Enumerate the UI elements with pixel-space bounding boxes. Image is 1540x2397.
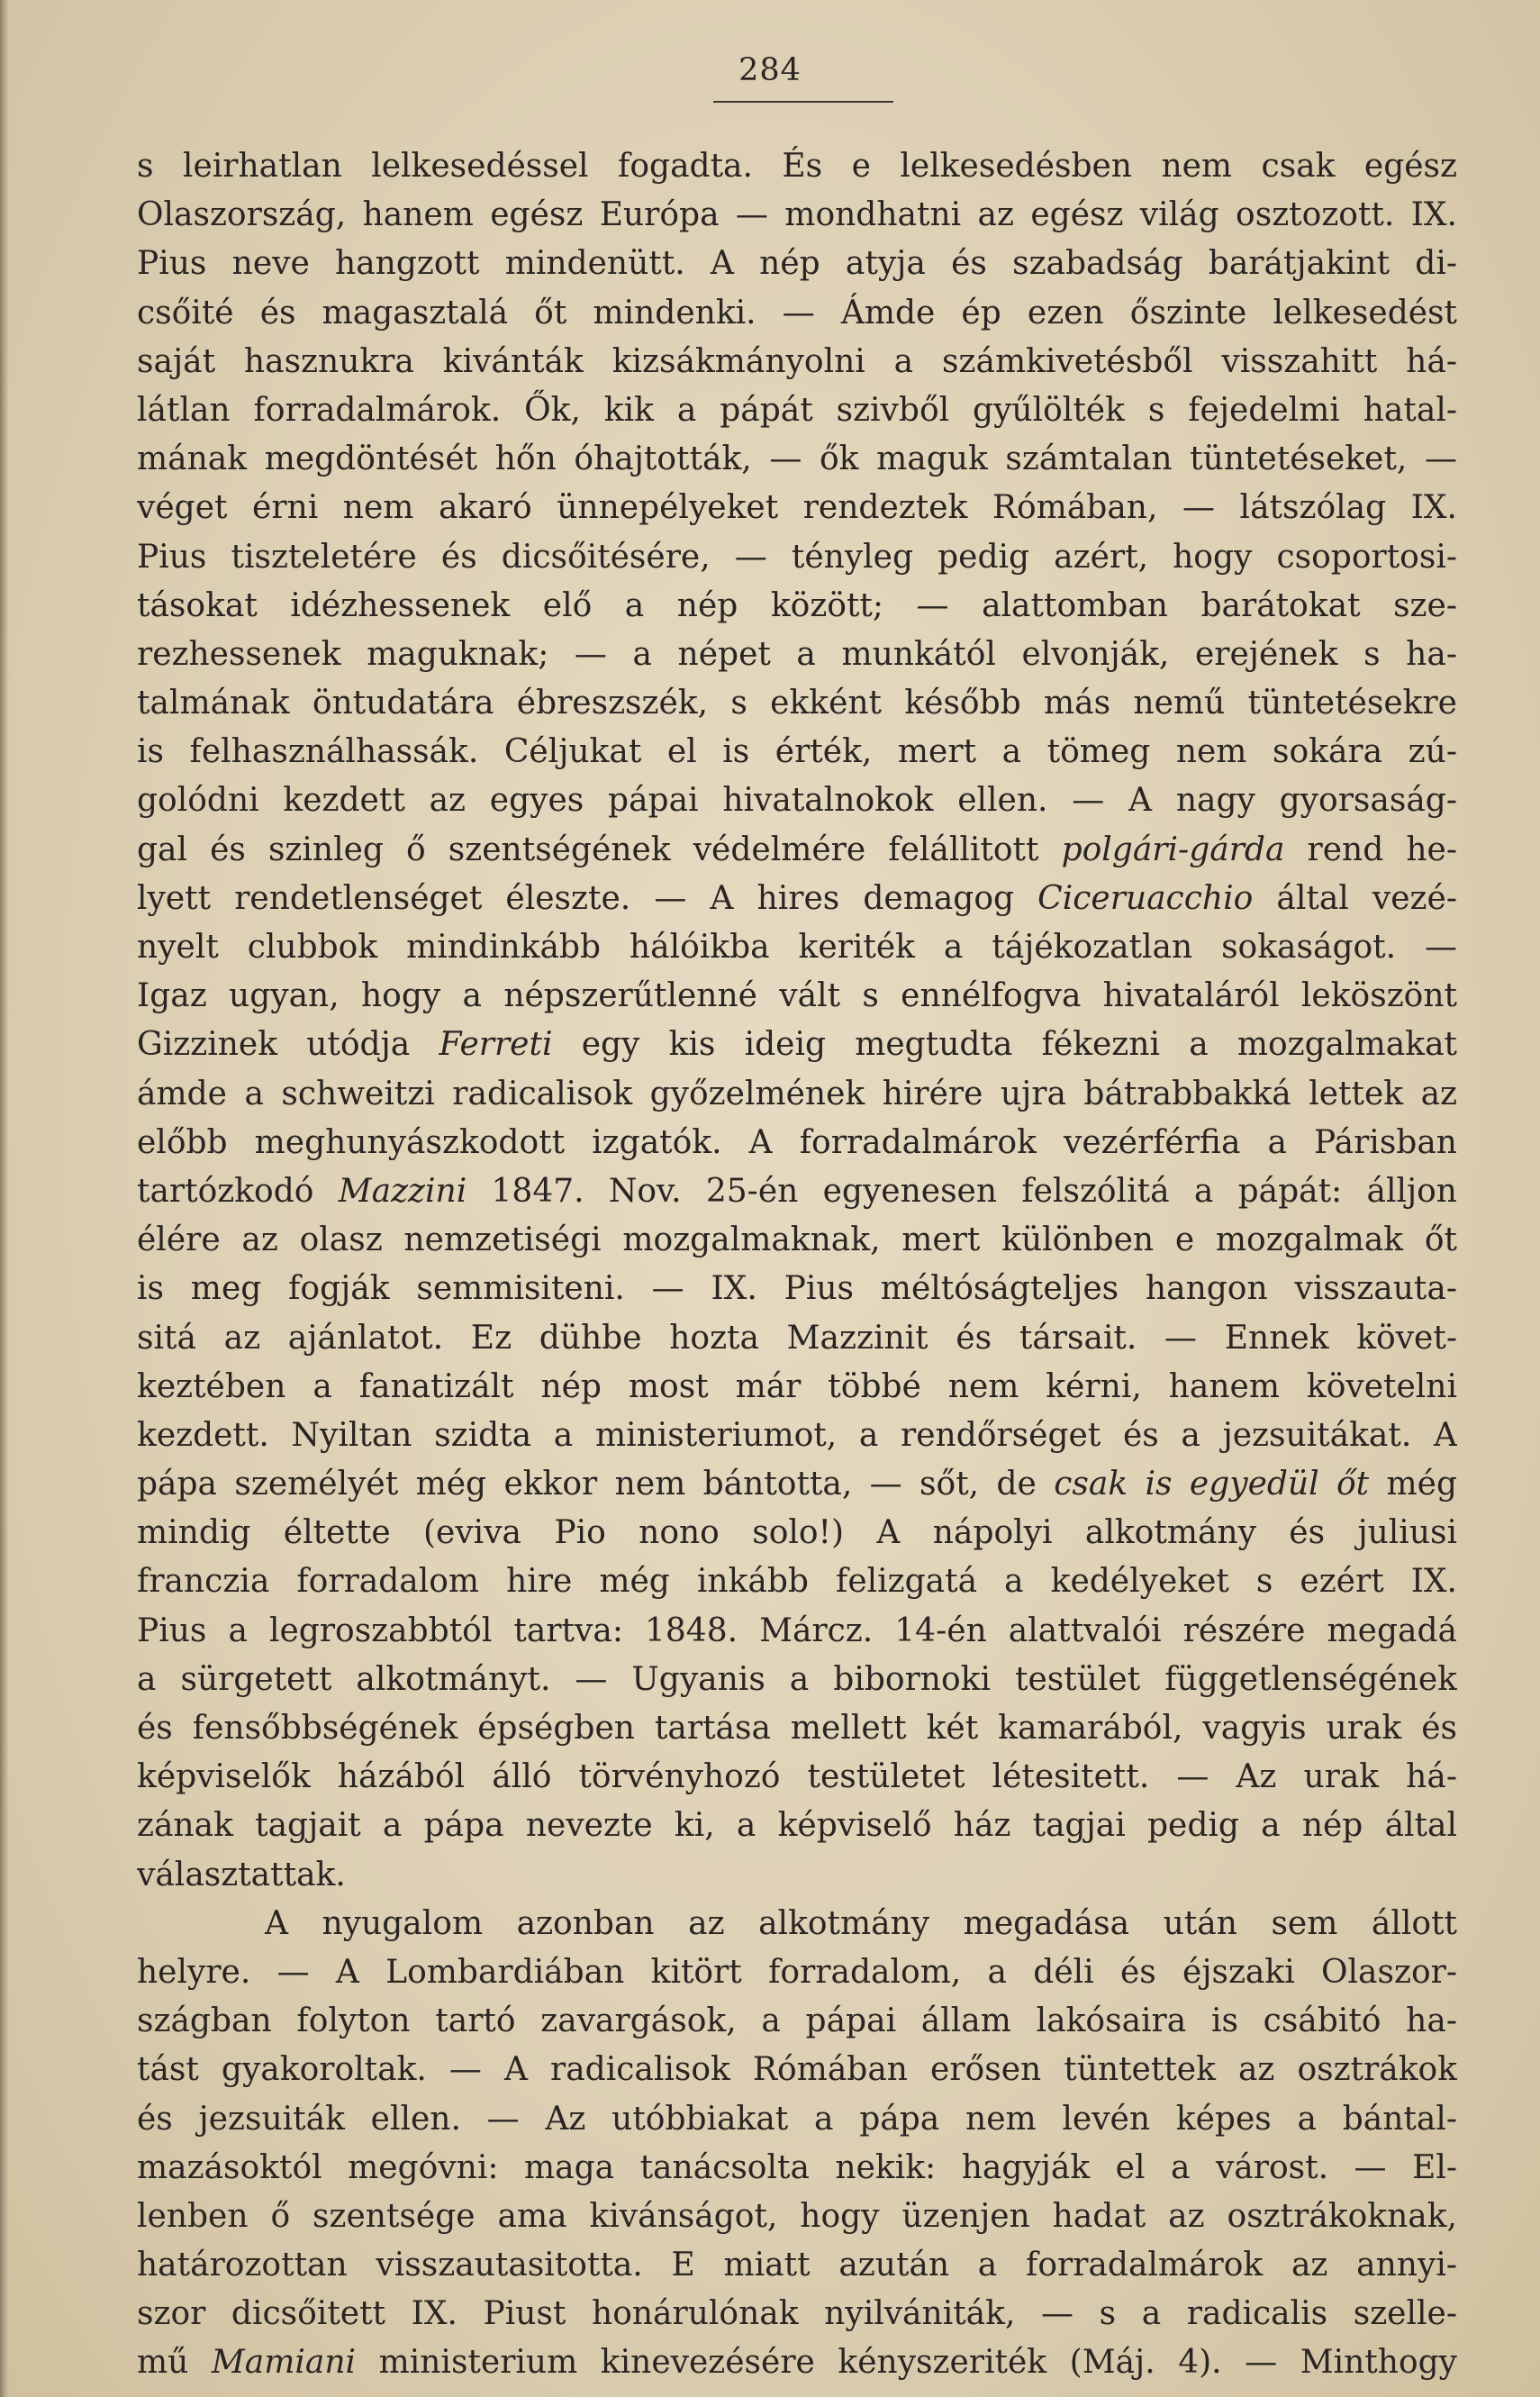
body-text	[137, 142, 1457, 2388]
text-segment: csőité és magasztalá őt mindenki. — Ámde ép ezen őszinte lelkesedést	[137, 294, 1457, 331]
text-line	[137, 1070, 1457, 1119]
text-line	[137, 484, 1457, 532]
text-line	[137, 240, 1457, 288]
text-segment: tásokat idézhessenek elő a nép között; — alattomban barátokat sze-	[137, 586, 1457, 624]
text-line	[137, 1412, 1457, 1460]
text-segment: előbb meghunyászkodott izgatók. A forradalmárok vezérférfia a Párisban	[137, 1123, 1457, 1161]
text-segment: ministerium kinevezésére kényszeriték (Máj. 4). — Minthogy	[356, 2344, 1457, 2382]
text-line	[137, 631, 1457, 679]
text-segment: élére az olasz nemzetiségi mozgalmaknak, mert különben e mozgalmak őt	[137, 1221, 1457, 1259]
text-line	[137, 338, 1457, 386]
text-line	[137, 728, 1457, 776]
text-segment: s leirhatlan lelkesedéssel fogadta. És e lelkesedésben nem csak egész	[137, 148, 1457, 185]
text-segment: mának megdöntését hőn óhajtották, — ők maguk számtalan tüntetéseket, —	[137, 440, 1457, 478]
text-segment: ámde a schweitzi radicalisok győzelmének hirére ujra bátrabbakká lettek az	[137, 1075, 1457, 1112]
text-segment: a sürgetett alkotmányt. — Ugyanis a bibornoki testület függetlenségének	[137, 1660, 1457, 1698]
italic-text: csak is egyedül őt	[1054, 1466, 1370, 1503]
text-line	[137, 1363, 1457, 1412]
text-segment: A nyugalom azonban az alkotmány megadása után sem állott	[265, 1904, 1457, 1942]
text-segment: lenben ő szentsége ama kivánságot, hogy üzenjen hadat az osztrákoknak,	[137, 2197, 1457, 2235]
italic-text: polgári-gárda	[1061, 831, 1285, 868]
text-line	[137, 1997, 1457, 2046]
text-line	[137, 1607, 1457, 1656]
text-segment: választattak.	[137, 1856, 346, 1893]
text-line	[137, 2144, 1457, 2193]
text-segment: által vezé-	[1253, 879, 1457, 917]
text-segment: véget érni nem akaró ünnepélyeket rendeztek Rómában, — látszólag IX.	[137, 489, 1457, 527]
text-segment: golódni kezdett az egyes pápai hivatalnokok ellen. — A nagy gyorsaság-	[137, 782, 1457, 820]
text-segment: Pius tiszteletére és dicsőitésére, — tényleg pedig azért, hogy csoportosi-	[137, 538, 1457, 576]
page-edge-shadow	[0, 0, 9, 2397]
page-number: 284	[738, 52, 802, 88]
text-segment: mindig éltette (eviva Pio nono solo!) A nápolyi alkotmány és juliusi	[137, 1514, 1457, 1552]
text-line	[137, 1900, 1457, 1948]
text-segment: franczia forradalom hire még inkább felizgatá a kedélyeket s ezért IX.	[137, 1563, 1457, 1601]
text-segment: saját hasznukra kivánták kizsákmányolni a számkivetésből visszahitt há-	[137, 342, 1457, 380]
text-line	[137, 191, 1457, 240]
text-line	[137, 1704, 1457, 1753]
text-segment: sitá az ajánlatot. Ez dühbe hozta Mazzinit és társait. — Ennek követ-	[137, 1319, 1457, 1357]
text-segment: szor dicsőitett IX. Piust honárulónak nyilvániták, — s a radicalis szelle-	[137, 2295, 1457, 2333]
text-line	[137, 776, 1457, 825]
text-segment: talmának öntudatára ébreszszék, s ekként később más nemű tüntetésekre	[137, 685, 1457, 722]
text-segment: is felhasználhassák. Céljukat el is érték, mert a tömeg nem sokára zú-	[137, 733, 1457, 771]
text-segment: Igaz ugyan, hogy a népszerűtlenné vált s ennélfogva hivataláról leköszönt	[137, 977, 1457, 1015]
text-line	[137, 533, 1457, 582]
text-line	[137, 2290, 1457, 2338]
text-line	[137, 1802, 1457, 1850]
text-segment: keztében a fanatizált nép most már többé nem kérni, hanem követelni	[137, 1367, 1457, 1405]
text-line	[137, 2193, 1457, 2241]
text-segment: határozottan visszautasitotta. E miatt azután a forradalmárok az annyi-	[137, 2247, 1457, 2284]
text-line	[137, 2338, 1457, 2387]
text-line	[137, 1509, 1457, 1557]
text-line	[137, 1265, 1457, 1313]
text-line	[137, 1021, 1457, 1069]
text-line	[137, 826, 1457, 875]
text-segment: Pius neve hangzott mindenütt. A nép atyja és szabadság barátjakint di-	[137, 245, 1457, 283]
text-line	[137, 386, 1457, 435]
text-segment: helyre. — A Lombardiában kitört forradalom, a déli és éjszaki Olaszor-	[137, 1953, 1457, 1991]
text-segment: Olaszország, hanem egész Európa — mondhatni az egész világ osztozott. IX.	[137, 196, 1457, 234]
text-line	[137, 142, 1457, 191]
text-segment: kezdett. Nyiltan szidta a ministeriumot, a rendőrséget és a jezsuitákat. A	[137, 1416, 1457, 1454]
text-line	[137, 1851, 1457, 1900]
text-segment: is meg fogják semmisiteni. — IX. Pius méltóságteljes hangon visszauta-	[137, 1270, 1457, 1308]
text-segment: Gizzinek utódja	[137, 1026, 439, 1064]
text-line	[137, 1216, 1457, 1265]
text-segment: egy kis ideig megtudta fékezni a mozgalmakat	[552, 1026, 1457, 1064]
text-segment: mazásoktól megóvni: maga tanácsolta nekik: hagyják el a várost. — El-	[137, 2148, 1457, 2186]
text-line	[137, 1557, 1457, 1606]
text-segment: nyelt clubbok mindinkább hálóikba keriték a tájékozatlan sokaságot. —	[137, 929, 1457, 966]
italic-text: Ciceruacchio	[1037, 879, 1254, 917]
text-segment: látlan forradalmárok. Ők, kik a pápát szivből gyűlölték s fejedelmi hatal-	[137, 391, 1457, 429]
text-segment: rezhessenek maguknak; — a népet a munkától elvonják, erejének s ha-	[137, 635, 1457, 673]
text-segment: és jezsuiták ellen. — Az utóbbiakat a pápa nem levén képes a bántal-	[137, 2100, 1457, 2138]
text-segment: és fensőbbségének épségben tartása mellett két kamarából, vagyis urak és	[137, 1710, 1457, 1747]
text-line	[137, 1314, 1457, 1363]
text-line	[137, 1948, 1457, 1997]
text-segment: 1847. Nov. 25-én egyenesen felszólitá a pápát: álljon	[467, 1172, 1457, 1210]
text-segment: szágban folyton tartó zavargások, a pápai állam lakósaira is csábitó ha-	[137, 2002, 1457, 2040]
text-line	[137, 289, 1457, 338]
text-segment: rend he-	[1284, 831, 1457, 868]
italic-text: Ferreti	[439, 1026, 553, 1064]
header-rule	[713, 101, 893, 103]
text-line	[137, 972, 1457, 1021]
text-line	[137, 435, 1457, 484]
text-line	[137, 2046, 1457, 2094]
text-segment: tást gyakoroltak. — A radicalisok Rómában erősen tüntettek az osztrákok	[137, 2051, 1457, 2089]
text-line	[137, 1656, 1457, 1704]
text-segment: tartózkodó	[137, 1172, 339, 1210]
text-line	[137, 679, 1457, 728]
text-segment: mű	[137, 2344, 212, 2382]
text-segment: zának tagjait a pápa nevezte ki, a képviselő ház tagjai pedig a nép által	[137, 1807, 1457, 1845]
text-line	[137, 1753, 1457, 1802]
text-segment: még	[1369, 1466, 1457, 1503]
text-line	[137, 923, 1457, 972]
text-line	[137, 1460, 1457, 1509]
text-line	[137, 2095, 1457, 2144]
text-segment: gal és szinleg ő szentségének védelmére felállitott	[137, 831, 1062, 868]
text-segment: Pius a legroszabbtól tartva: 1848. Márcz. 14-én alattvalói részére megadá	[137, 1612, 1457, 1649]
text-segment: képviselők házából álló törvényhozó testületet létesitett. — Az urak há-	[137, 1758, 1457, 1796]
text-line	[137, 582, 1457, 631]
italic-text: Mazzini	[338, 1172, 467, 1210]
text-line	[137, 2241, 1457, 2290]
text-line	[137, 1167, 1457, 1216]
text-line	[137, 875, 1457, 923]
text-segment: pápa személyét még ekkor nem bántotta, — sőt, de	[137, 1466, 1055, 1503]
text-line	[137, 1119, 1457, 1167]
text-segment: lyett rendetlenséget éleszte. — A hires demagog	[137, 879, 1038, 917]
italic-text: Mamiani	[211, 2344, 357, 2382]
